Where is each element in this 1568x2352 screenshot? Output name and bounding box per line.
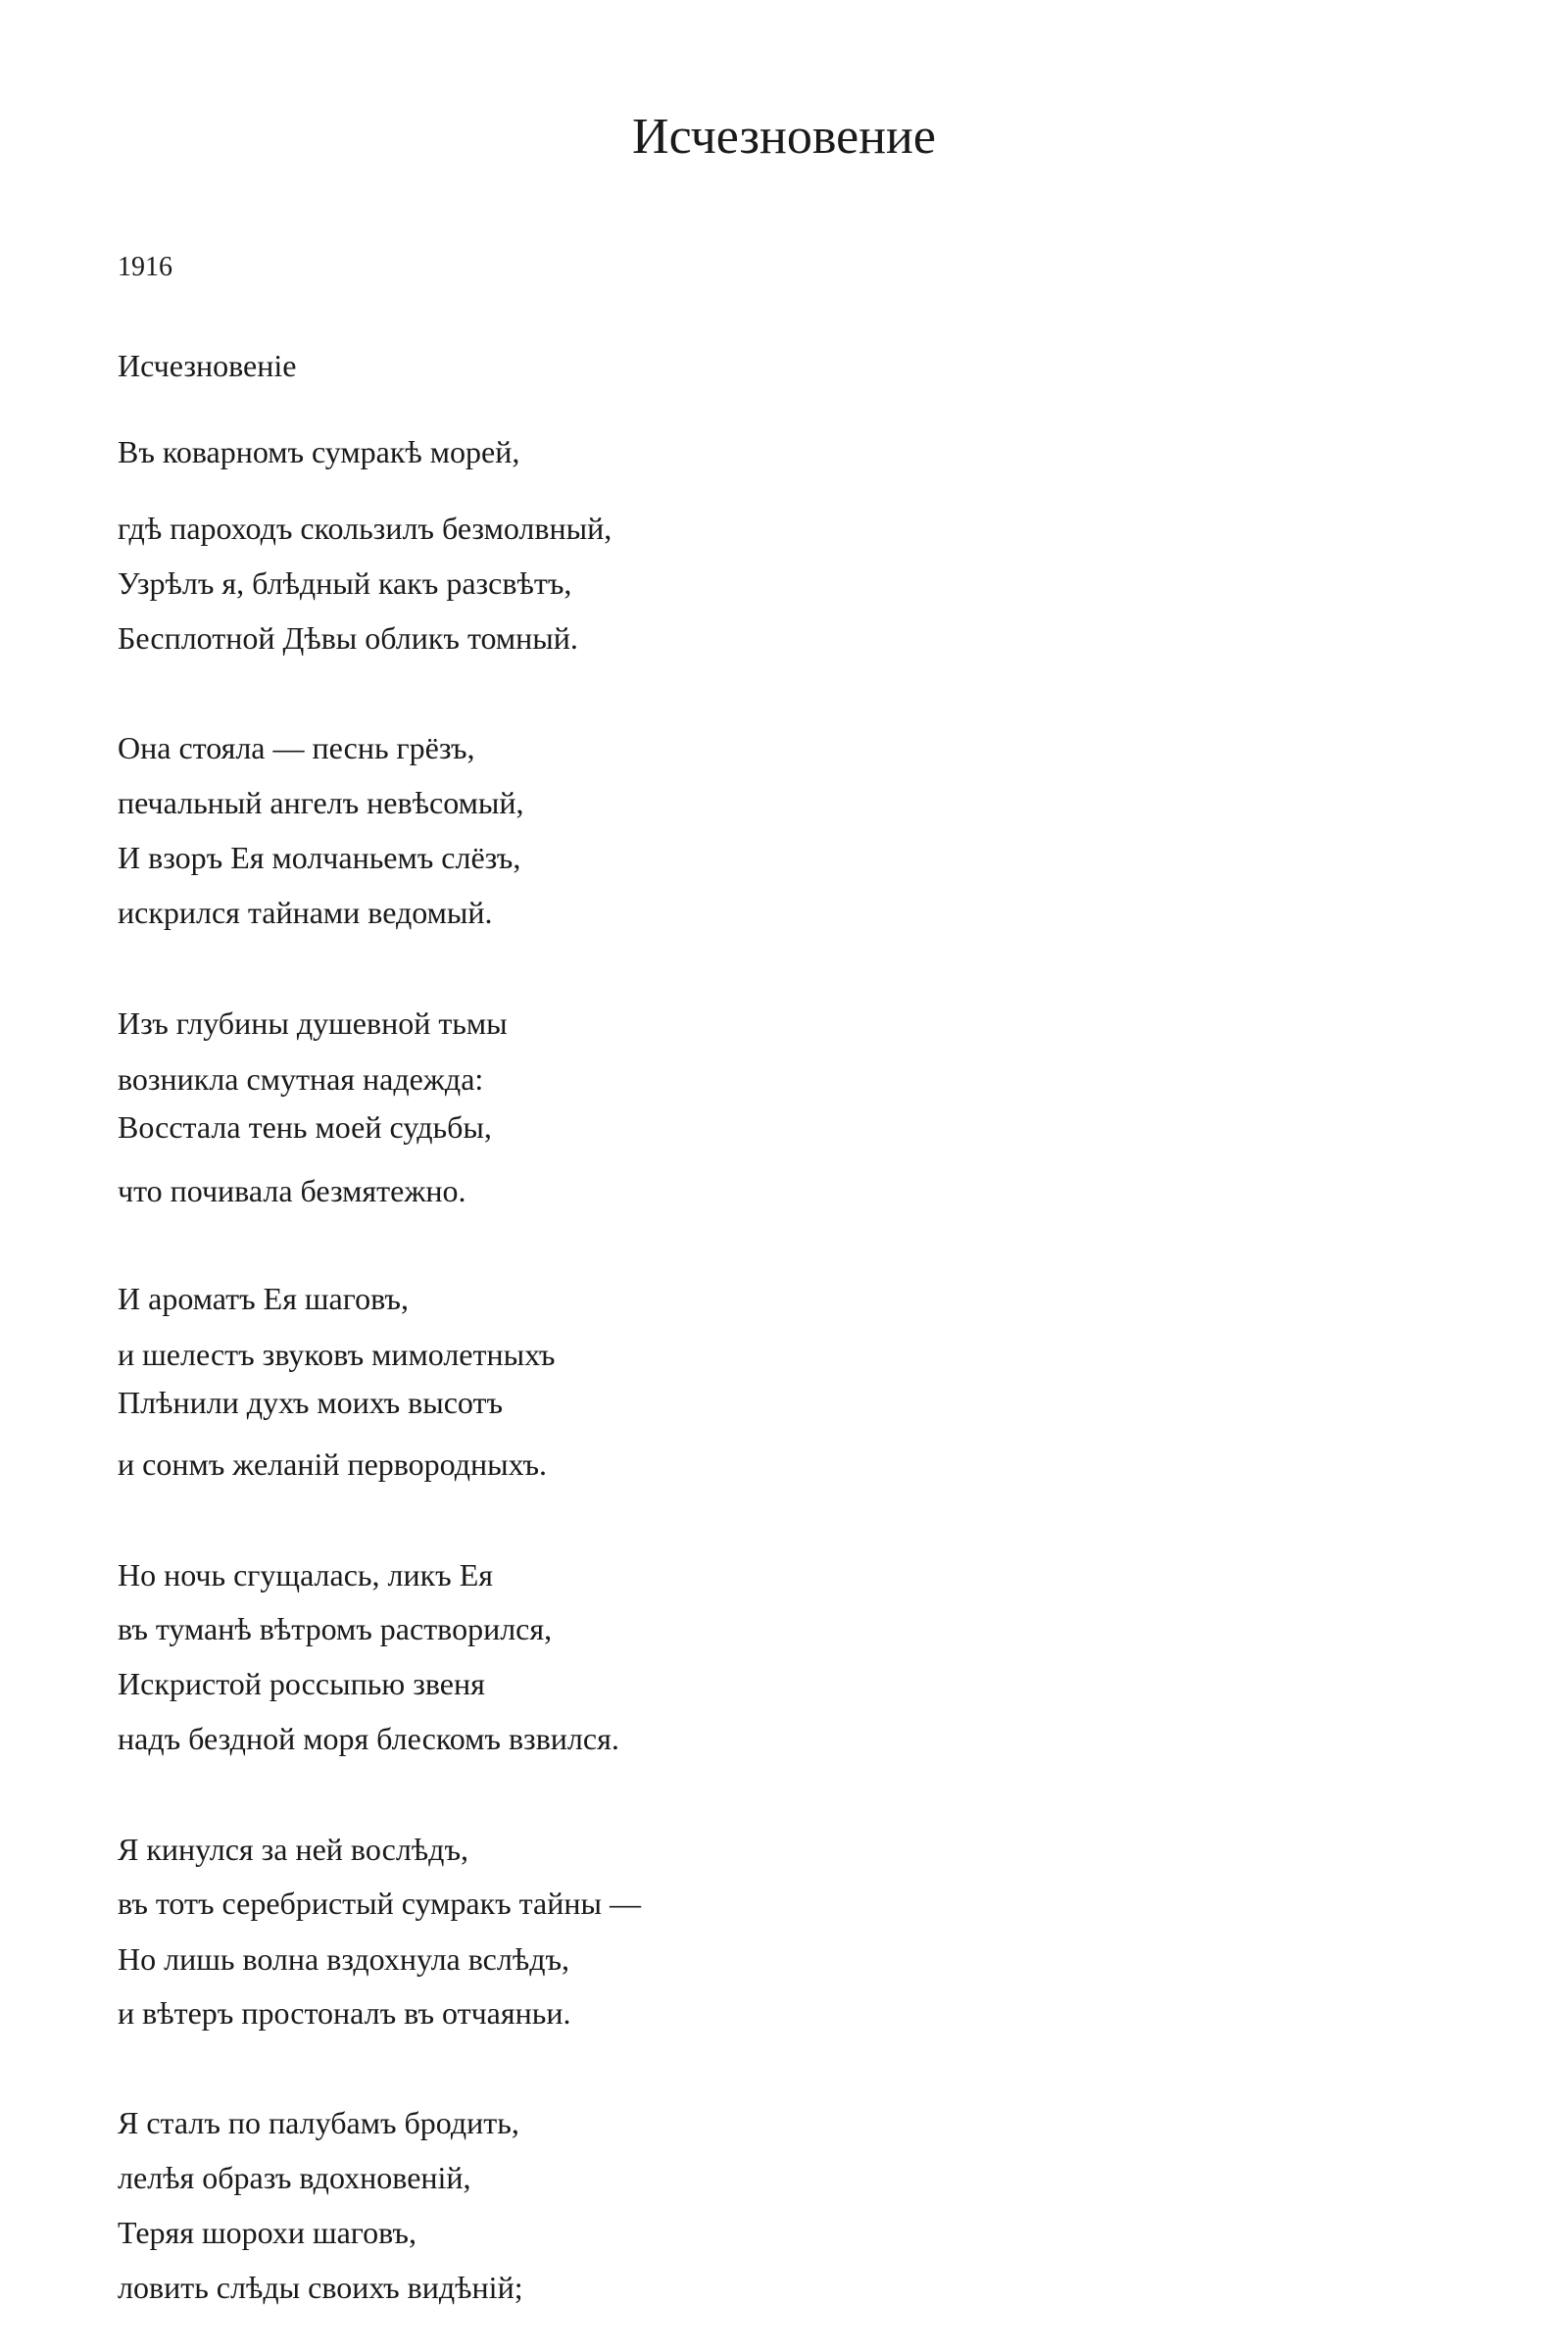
- poem-line: что почивала безмятежно.: [118, 1173, 466, 1208]
- poem-title: Исчезновенiе: [118, 348, 297, 383]
- document-title: Исчезновение: [632, 109, 936, 165]
- poem-line: лелѣя образъ вдохновенiй,: [118, 2160, 471, 2195]
- poem-line: Въ коварномъ сумракѣ морей,: [118, 434, 520, 469]
- poem-line: въ туманѣ вѣтромъ растворился,: [118, 1611, 553, 1646]
- poem-line: и сонмъ желанiй первородныхъ.: [118, 1446, 547, 1482]
- poem-year: 1916: [118, 252, 172, 282]
- poem-line: Я сталъ по палубамъ бродить,: [118, 2105, 519, 2140]
- poem-line: Изъ глубины душевной тьмы: [118, 1005, 508, 1041]
- poem-line: въ тотъ серебристый сумракъ тайны —: [118, 1886, 641, 1921]
- poem-line: гдѣ пароходъ скользилъ безмолвный,: [118, 511, 612, 546]
- poem-line: ловить слѣды своихъ видѣнiй;: [118, 2270, 523, 2305]
- poem-line: надъ бездной моря блескомъ взвился.: [118, 1721, 619, 1756]
- poem-line: Она стояла — песнь грёзъ,: [118, 730, 475, 765]
- poem-line: и шелестъ звуковъ мимолетныхъ: [118, 1337, 556, 1372]
- poem-line: Но ночь сгущалась, ликъ Ея: [118, 1557, 493, 1592]
- poem-line: И ароматъ Ея шаговъ,: [118, 1281, 409, 1316]
- poem-line: Но лишь волна вздохнула вслѣдъ,: [118, 1941, 570, 1977]
- poem-line: Восстала тень моей судьбы,: [118, 1109, 492, 1145]
- poem-line: искрился тайнами ведомый.: [118, 895, 493, 930]
- poem-line: Искристой россыпью звеня: [118, 1666, 485, 1701]
- poem-line: возникла смутная надежда:: [118, 1061, 484, 1097]
- poem-line: Узрѣлъ я, блѣдный какъ разсвѣтъ,: [118, 565, 572, 601]
- poem-line: Теряя шорохи шаговъ,: [118, 2215, 416, 2250]
- poem-line: Плѣнили духъ моихъ высотъ: [118, 1385, 504, 1420]
- poem-line: и вѣтеръ простоналъ въ отчаяньи.: [118, 1995, 571, 2031]
- poem-line: И взоръ Ея молчаньемъ слёзъ,: [118, 840, 521, 875]
- poem-line: Я кинулся за ней вослѣдъ,: [118, 1832, 468, 1867]
- poem-line: печальный ангелъ невѣсомый,: [118, 785, 524, 820]
- poem-line: Бесплотной Дѣвы обликъ томный.: [118, 620, 578, 656]
